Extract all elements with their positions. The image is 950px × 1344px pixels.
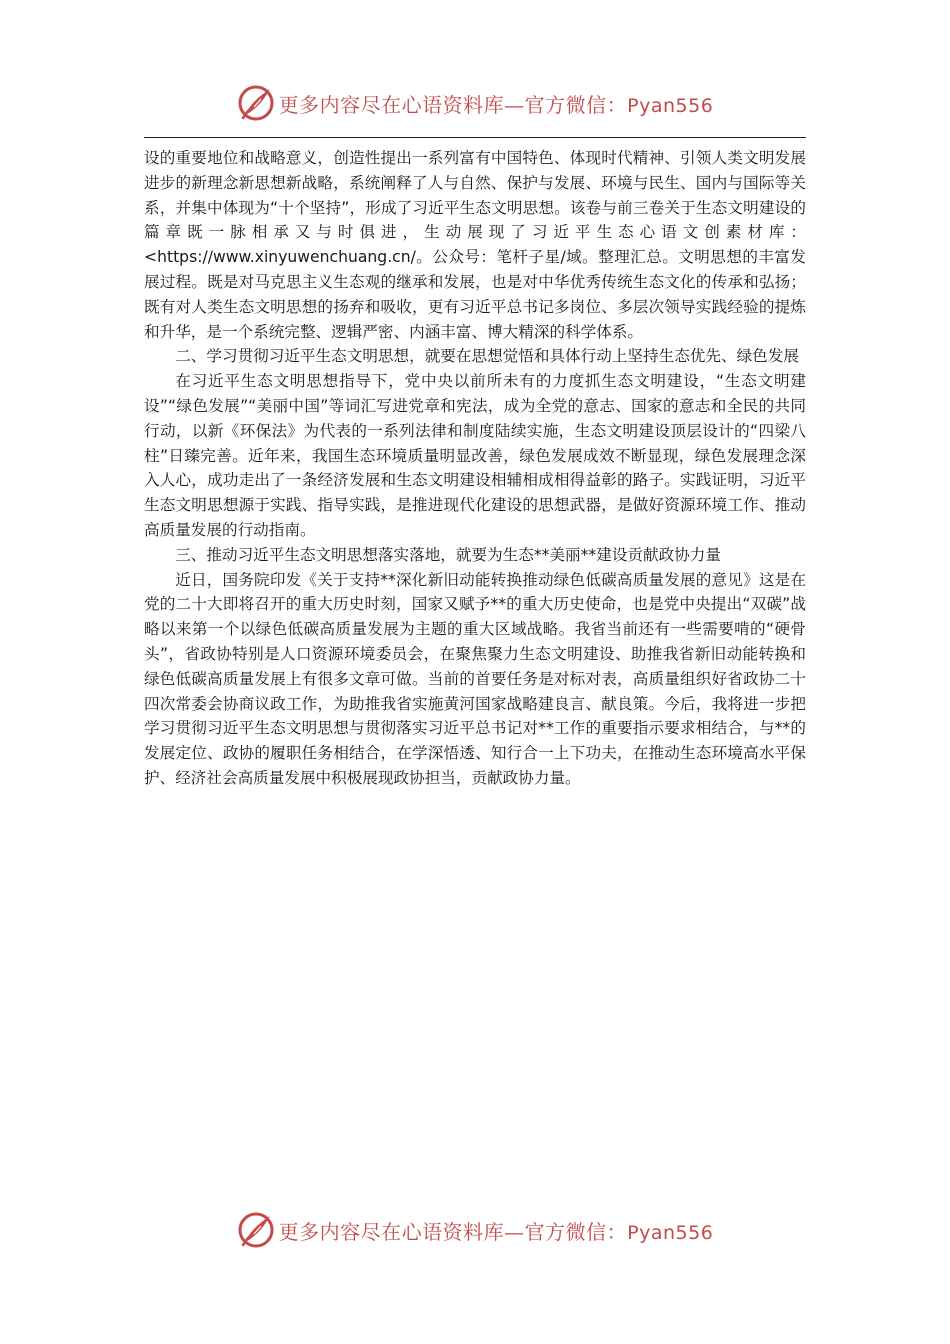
header-banner bbox=[0, 80, 950, 126]
paragraph-2: 在习近平生态文明思想指导下，党中央以前所未有的力度抓生态文明建设，“生态文明建设”“绿色发展”“美丽中国”等词汇写进党章和宪法，成为全党的意志、国家的意志和全民的共同行动，以新《环保法》为代表的一系列法律和制度陆续实施，生态文明建设顶层设计的“四梁八柱”日臻完善。近年来，我国生态环境质量明显改善，绿色发展成效不断显现，绿色发展理念深入人心，成功走出了一条经济发展和生态文明建设相辅相成相得益彰的路子。实践证明，习近平生态文明思想源于实践、指导实践，是推进现代化建设的思想武器，是做好资源环境工作、推动高质量发展的行动指南。 bbox=[144, 372, 806, 539]
section-heading-2: 二、学习贯彻习近平生态文明思想，就要在思想觉悟和具体行动上坚持生态优先、绿色发展 bbox=[175, 347, 799, 366]
document-body bbox=[144, 146, 806, 791]
header-banner-text: 更多内容尽在心语资料库—官方微信：Pyan556 bbox=[278, 92, 714, 117]
header-wechat-id: Pyan556 bbox=[627, 94, 714, 117]
header-rule bbox=[144, 137, 806, 138]
footer-wechat-id: Pyan556 bbox=[627, 1221, 714, 1244]
footer-banner bbox=[0, 1207, 950, 1253]
paragraph-3: 近日，国务院印发《关于支持**深化新旧动能转换推动绿色低碳高质量发展的意见》这是在党的二十大即将召开的重大历史时刻，国家又赋予**的重大历史使命，也是党中央提出“双碳”战略以来第一个以绿色低碳高质量发展为主题的重大区域战略。我省当前还有一些需要啃的“硬骨头”，省政协特别是人口资源环境委员会，在聚焦聚力生态文明建设、助推我省新旧动能转换和绿色低碳高质量发展上有很多文章可做。当前的首要任务是对标对表，高质量组织好省政协二十四次常委会协商议政工作，为助推我省实施黄河国家战略建良言、献良策。今后，我将进一步把学习贯彻习近平生态文明思想与贯彻落实习近平总书记对**工作的重要指示要求相结合，与**的发展定位、政协的履职任务相结合，在学深悟透、知行合一上下功夫，在推动生态环境高水平保护、经济社会高质量发展中积极展现政协担当，贡献政协力量。 bbox=[144, 570, 806, 787]
quill-logo-icon bbox=[237, 1211, 275, 1249]
section-heading-3: 三、推动习近平生态文明思想落实落地，就要为生态**美丽**建设贡献政协力量 bbox=[175, 545, 721, 564]
footer-banner-text: 更多内容尽在心语资料库—官方微信：Pyan556 bbox=[278, 1219, 714, 1244]
paragraph-1: 设的重要地位和战略意义，创造性提出一系列富有中国特色、体现时代精神、引领人类文明发展进步的新理念新思想新战略，系统阐释了人与自然、保护与发展、环境与民生、国内与国际等关系，并集中体现为“十个坚持”，形成了习近平生态文明思想。该卷与前三卷关于生态文明建设的篇章既一脉相承又与时俱进，生动展现了习近平生态心语文创素材库：<https://www.xinyuwenchuang.cn/。公众号：笔杆子星/域。整理汇总。文明思想的丰富发展过程。既是对马克思主义生态观的继承和发展，也是对中华优秀传统生态文化的传承和弘扬；既有对人类生态文明思想的扬弃和吸收，更有习近平总书记多岗位、多层次领导实践经验的提炼和升华，是一个系统完整、逻辑严密、内涵丰富、博大精深的科学体系。 bbox=[144, 149, 806, 341]
quill-logo-icon bbox=[237, 84, 275, 122]
